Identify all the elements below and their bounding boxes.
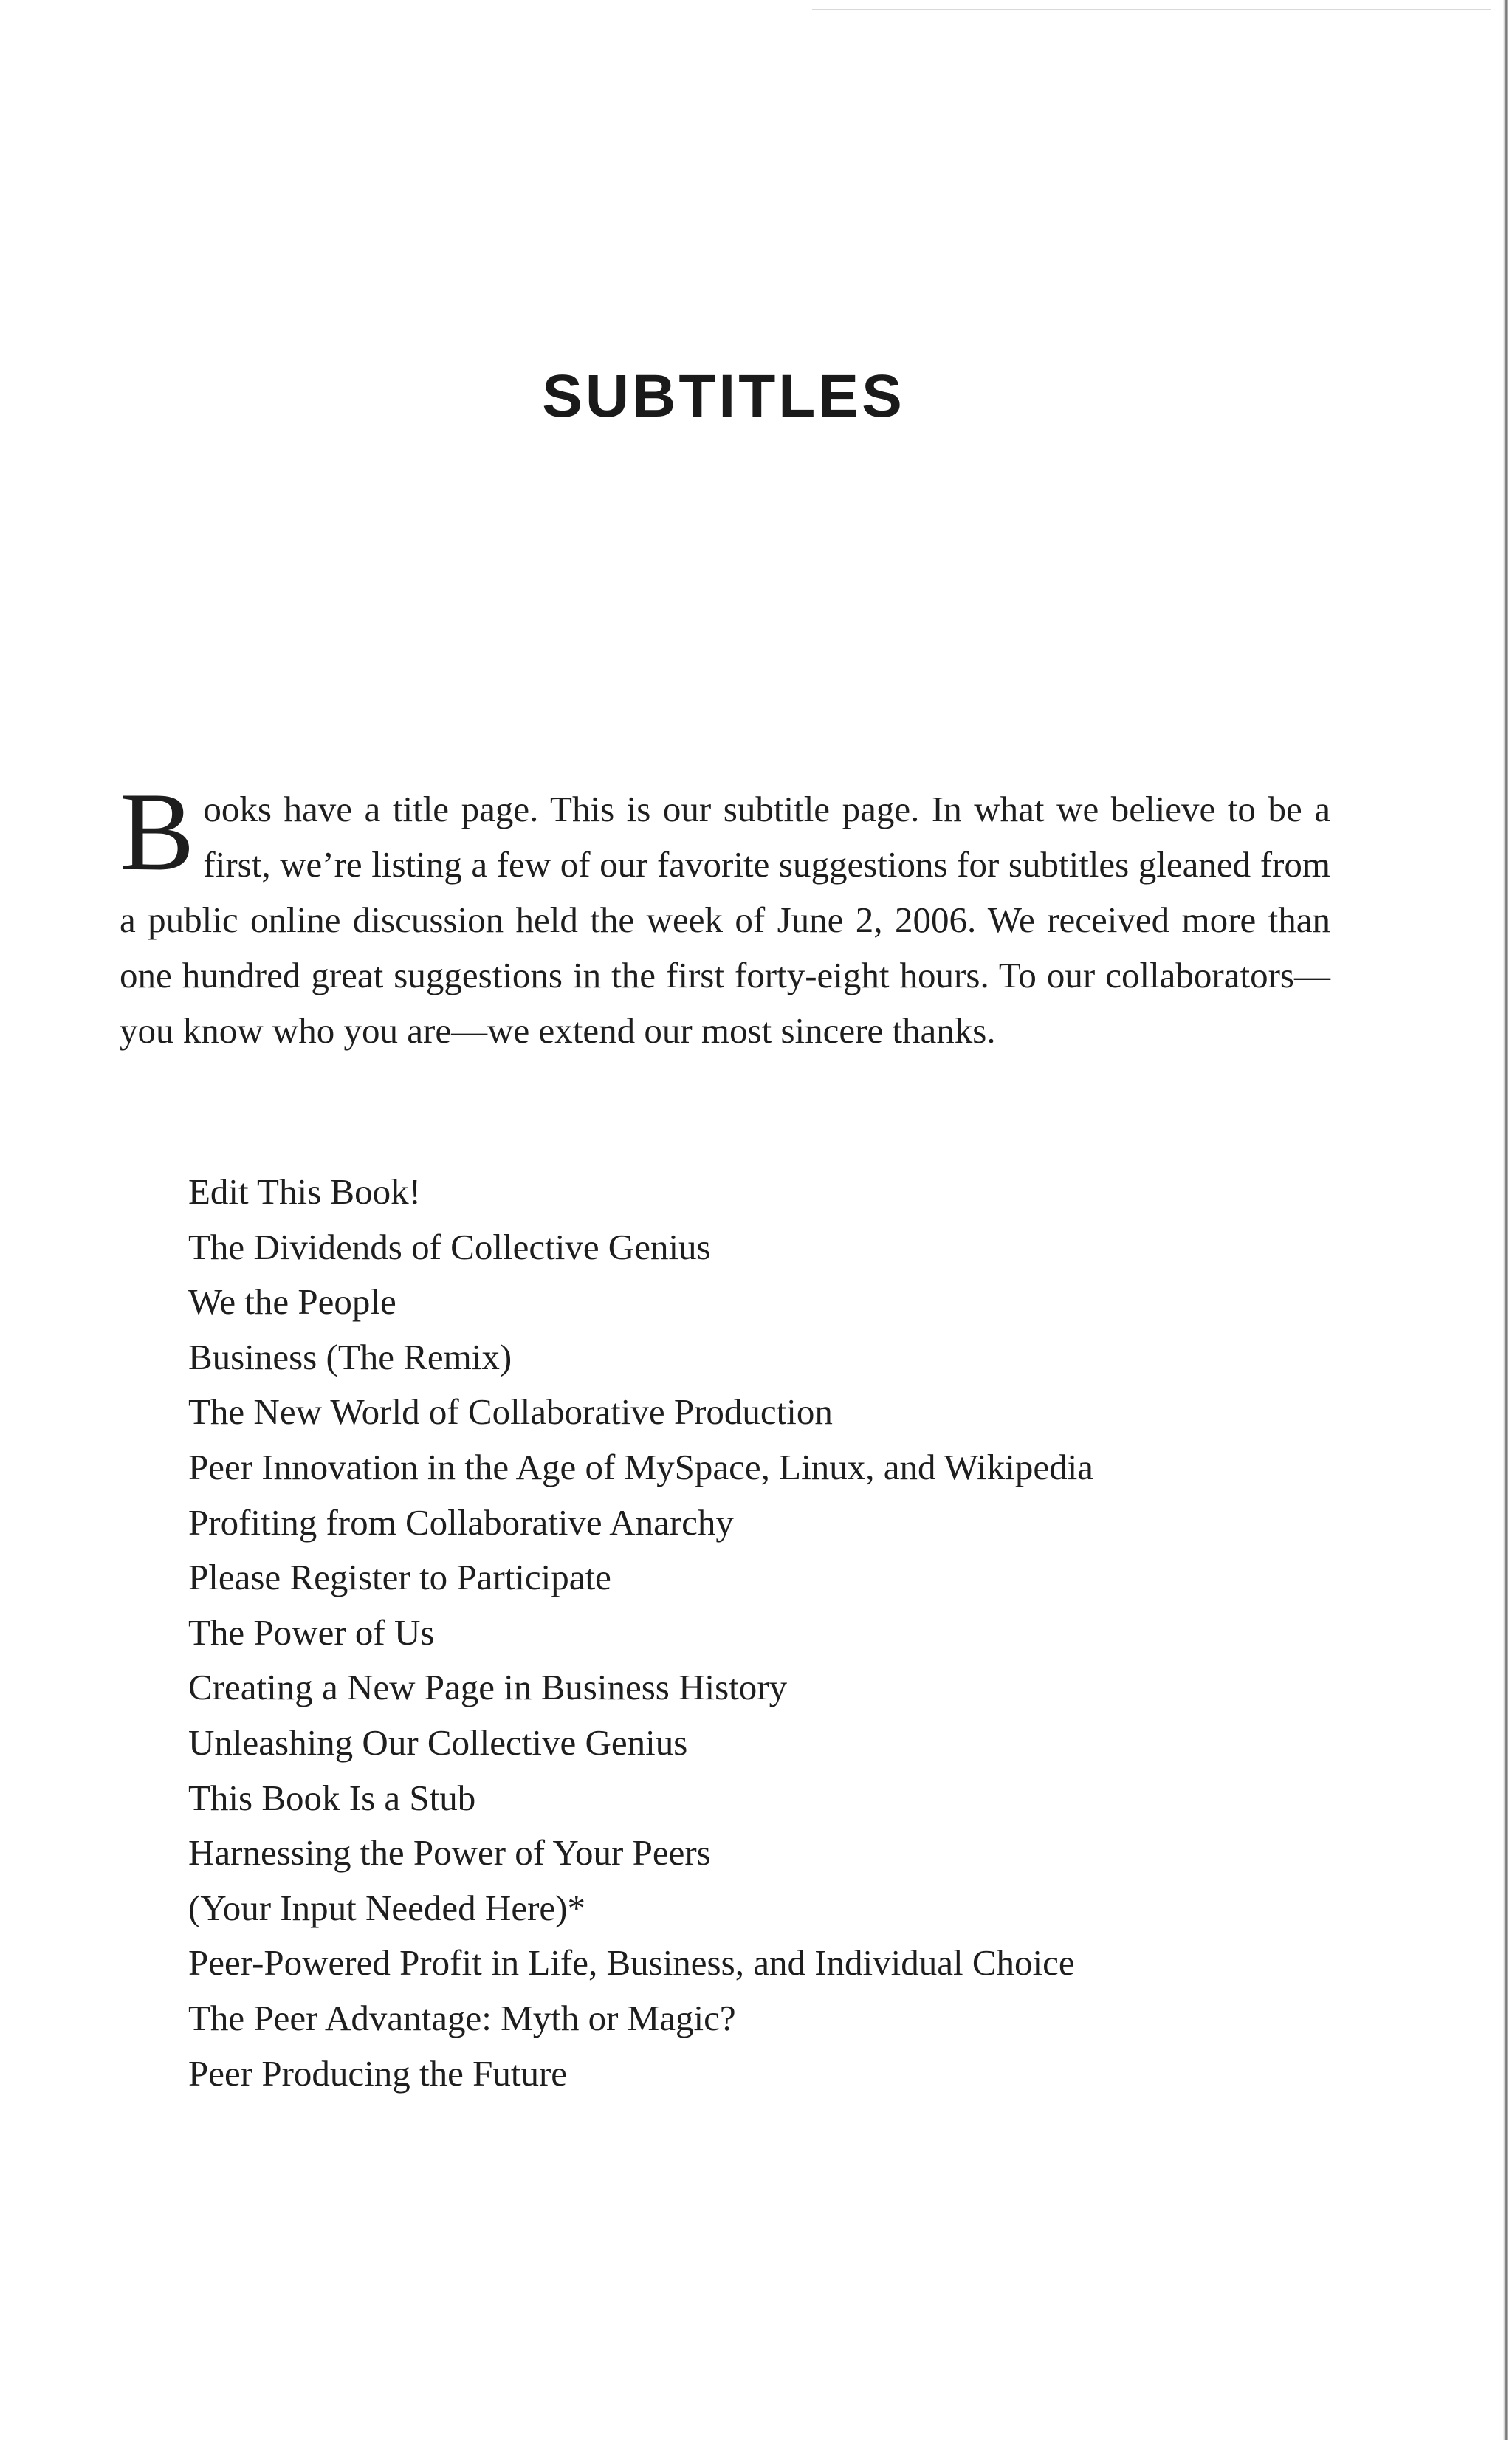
- subtitle-item: Business (The Remix): [188, 1336, 512, 1377]
- subtitle-item: The Peer Advantage: Myth or Magic?: [188, 1997, 736, 2038]
- intro-text: ooks have a title page. This is our subtitle page. In what we believe to be a first, we’re listing a few of our favorite suggestions for subtitles gleaned from a public online discussion held the week of June 2, 2006. We received more than one hundred great suggestions in the first forty-eight hours. To our collaborators—you know who you are—we extend our most sincere thanks.: [120, 789, 1330, 1051]
- subtitle-item: The New World of Collaborative Production: [188, 1391, 833, 1433]
- intro-paragraph: [120, 770, 1330, 1058]
- subtitle-item: Peer-Powered Profit in Life, Business, and Individual Choice: [188, 1942, 1075, 1984]
- subtitle-item: Edit This Book!: [188, 1171, 421, 1212]
- subtitle-item: Profiting from Collaborative Anarchy: [188, 1501, 734, 1543]
- subtitle-item: The Power of Us: [188, 1611, 435, 1653]
- subtitle-item: Please Register to Participate: [188, 1557, 611, 1598]
- subtitle-item: Creating a New Page in Business History: [188, 1667, 788, 1708]
- drop-cap: B: [120, 770, 195, 894]
- subtitle-item: Peer Innovation in the Age of MySpace, Linux, and Wikipedia: [188, 1446, 1093, 1487]
- page-title: SUBTITLES: [542, 363, 905, 430]
- subtitle-item: (Your Input Needed Here)*: [188, 1887, 585, 1928]
- subtitle-item: We the People: [188, 1281, 396, 1323]
- subtitle-list: [188, 1165, 1370, 2101]
- page-top-edge: [812, 9, 1491, 10]
- subtitle-item: Harnessing the Power of Your Peers: [188, 1832, 711, 1874]
- subtitle-item: Unleashing Our Collective Genius: [188, 1721, 688, 1763]
- page-right-edge: [1503, 0, 1508, 2440]
- subtitle-item: This Book Is a Stub: [188, 1777, 476, 1818]
- subtitle-item: The Dividends of Collective Genius: [188, 1226, 711, 1267]
- subtitle-item: Peer Producing the Future: [188, 2052, 568, 2094]
